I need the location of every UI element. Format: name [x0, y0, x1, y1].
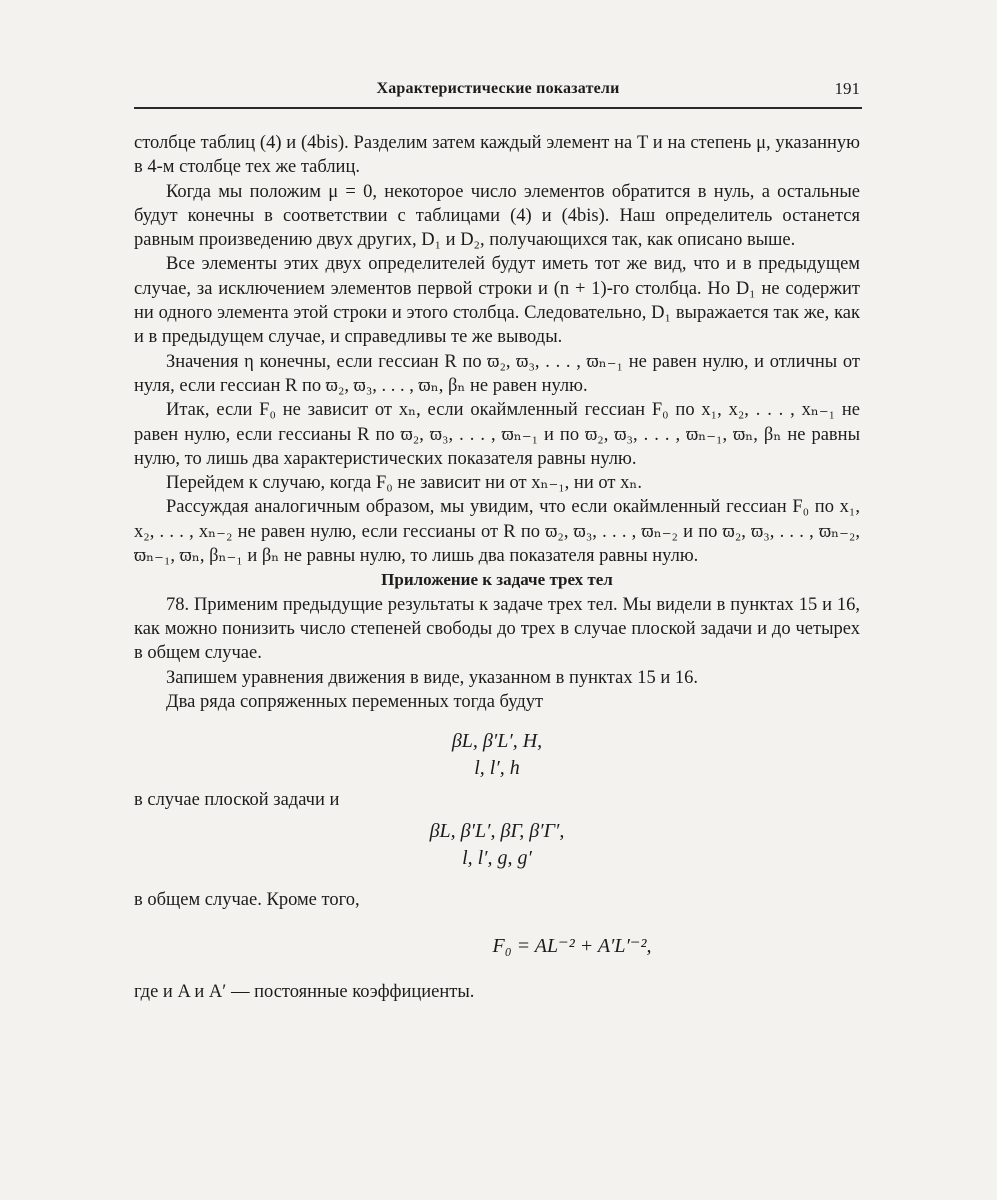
formula-1-line-1: βL, β′L′, H,: [451, 730, 543, 753]
running-title: Характеристические показатели: [376, 80, 620, 97]
paragraph-13: где и A и A′ — постоянные коэффициенты.: [134, 981, 475, 1002]
paragraph-6: Перейдем к случаю, когда F₀ не зависит ни от xₙ₋₁, ни от xₙ.: [166, 473, 642, 494]
formula-hamiltonian: [134, 933, 860, 960]
paragraph-9: Запишем уравнения движения в виде, указанном в пунктах 15 и 16.: [166, 667, 698, 688]
page-number: 191: [834, 79, 860, 98]
formula-2-line-2: l, l′, g, g′: [462, 847, 532, 870]
paragraph-1: столбце таблиц (4) и (4bis). Разделим затем каждый элемент на T и на степень μ, указанную в 4-м столбце тех же таблиц.: [134, 133, 860, 178]
header-rule: [134, 107, 862, 109]
paragraph-4: Значения η конечны, если гессиан R по ϖ₂, ϖ₃, . . . , ϖₙ₋₁ не равен нулю, и отличны от нуля, если гессиан R по ϖ₂, ϖ₃, . . . , ϖₙ, βₙ не равен нулю.: [134, 351, 860, 396]
formula-3: F₀ = AL⁻² + A′L′⁻²,: [492, 934, 652, 957]
paragraph-5: Итак, если F₀ не зависит от xₙ, если окаймленный гессиан F₀ по x₁, x₂, . . . , xₙ₋₁ не равен нулю, если гессианы R по ϖ₂, ϖ₃, . . . , ϖₙ₋₁ и по ϖ₂, ϖ₃, . . . , ϖₙ₋₁, ϖₙ, βₙ не равны нулю, то лишь два характеристических показателя равны нулю.: [134, 400, 860, 469]
paragraph-10: Два ряда сопряженных переменных тогда будут: [166, 691, 544, 712]
page-header: [134, 78, 862, 104]
page-body: [134, 131, 860, 1004]
formula-1-line-2: l, l′, h: [474, 757, 520, 780]
formula-2-line-1: βL, β′L′, βΓ, β′Γ′,: [429, 820, 565, 843]
paragraph-2: Когда мы положим μ = 0, некоторое число элементов обратится в нуль, а остальные будут конечны в соответствии с таблицами (4) и (4bis). Наш определитель останется равным произведению двух других, D₁ и D₂, получающихся так, как описано выше.: [134, 181, 860, 251]
paragraph-11: в случае плоской задачи и: [134, 790, 340, 811]
section-heading: Приложение к задаче трех тел: [381, 570, 613, 590]
paragraph-7: Рассуждая аналогичным образом, мы увидим, что если окаймленный гессиан F₀ по x₁, x₂, . . . , xₙ₋₂ не равен нулю, если гессианы от R по ϖ₂, ϖ₃, . . . , ϖₙ₋₂ и по ϖ₂, ϖ₃, . . . , ϖₙ₋₂, ϖₙ₋₁, ϖₙ, βₙ₋₁ и βₙ не равны нулю, то лишь два показателя равны нулю.: [134, 497, 860, 567]
formula-plane-variables: [134, 728, 860, 782]
paragraph-8: 78. Применим предыдущие результаты к задаче трех тел. Мы видели в пунктах 15 и 16, как можно понизить число степеней свободы до трех в случае плоской задачи и до четырех в общем случае.: [134, 594, 860, 664]
paragraph-3: Все элементы этих двух определителей будут иметь тот же вид, что и в предыдущем случае, за исключением элементов первой строки и (n + 1)-го столбца. Но D₁ не содержит ни одного элемента этой строки и этого столбца. Следовательно, D₁ выражается так же, как и в предыдущем случае, и справедливы те же выводы.: [134, 254, 860, 348]
paragraph-12: в общем случае. Кроме того,: [134, 890, 360, 911]
formula-general-variables: [134, 818, 860, 872]
